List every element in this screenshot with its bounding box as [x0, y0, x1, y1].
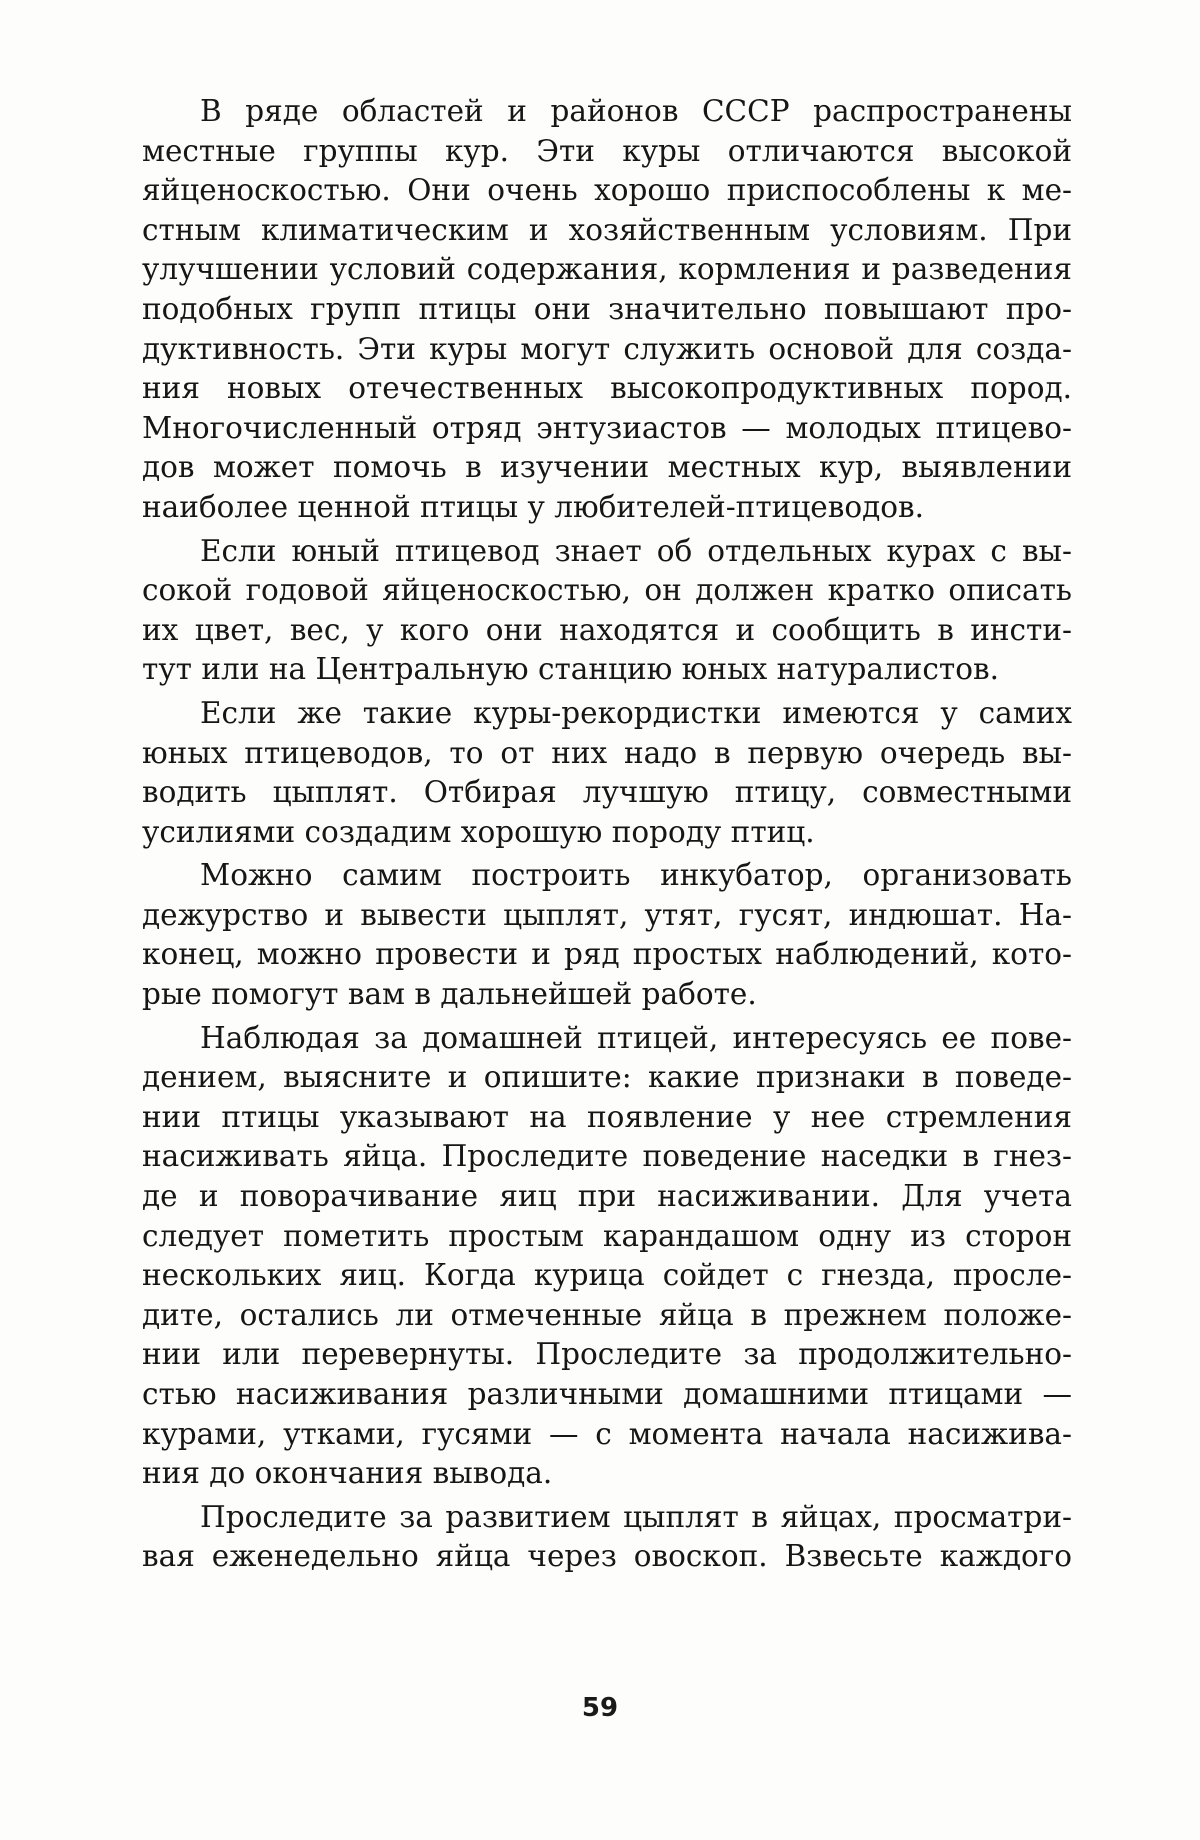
- text-line: ния новых отечественных высокопродуктивных пород.: [142, 371, 1072, 406]
- text-line: насиживать яйца. Проследите поведение наседки в гнез-: [142, 1139, 1072, 1174]
- text-line: дуктивность. Эти куры могут служить основой для созда-: [142, 331, 1072, 366]
- text-line: де и поворачивание яиц при насиживании. Для учета: [142, 1179, 1072, 1214]
- text-line: Если юный птицевод знает об отдельных курах с вы-: [200, 533, 1072, 568]
- text-line: вая еженедельно яйца через овоскоп. Взвесьте каждого: [142, 1539, 1072, 1574]
- text-line: нии или перевернуты. Проследите за продолжительно-: [142, 1337, 1072, 1372]
- text-line: следует пометить простым карандашом одну из сторон: [142, 1218, 1072, 1253]
- text-line: стным климатическим и хозяйственным условиям. При: [142, 212, 1072, 247]
- text-line: курами, утками, гусями — с момента начала насижива-: [142, 1416, 1072, 1451]
- text-line: сокой годовой яйценоскостью, он должен кратко описать: [142, 573, 1072, 608]
- text-line: нескольких яиц. Когда курица сойдет с гнезда, просле-: [142, 1258, 1072, 1293]
- paragraph-1: [142, 92, 1072, 528]
- body-text: [142, 92, 1072, 1577]
- paragraph-4: [142, 856, 1072, 1014]
- text-line: улучшении условий содержания, кормления и разведения: [142, 252, 1072, 287]
- page-number: 59: [581, 1693, 619, 1723]
- text-line: тут или на Центральную станцию юных натуралистов.: [142, 652, 999, 687]
- text-line: конец, можно провести и ряд простых наблюдений, кото-: [142, 937, 1072, 972]
- text-line: их цвет, вес, у кого они находятся и сообщить в инсти-: [142, 612, 1072, 647]
- text-line: Наблюдая за домашней птицей, интересуясь ее пове-: [200, 1020, 1072, 1055]
- text-line: юных птицеводов, то от них надо в первую очередь вы-: [142, 735, 1072, 770]
- text-line: водить цыплят. Отбирая лучшую птицу, совместными: [142, 775, 1072, 810]
- text-line: Если же такие куры-рекордистки имеются у самих: [200, 695, 1072, 730]
- text-line: местные группы кур. Эти куры отличаются высокой: [142, 133, 1072, 168]
- paragraph-3: [142, 694, 1072, 852]
- text-line: усилиями создадим хорошую породу птиц.: [142, 814, 815, 849]
- paragraph-5: [142, 1019, 1072, 1494]
- text-line: Проследите за развитием цыплят в яйцах, просматри-: [200, 1499, 1072, 1534]
- text-line: рые помогут вам в дальнейшей работе.: [142, 977, 757, 1012]
- text-line: В ряде областей и районов СССР распространены: [200, 94, 1072, 128]
- text-line: наиболее ценной птицы у любителей-птицеводов.: [142, 489, 925, 524]
- paragraph-2: [142, 532, 1072, 690]
- text-line: подобных групп птицы они значительно повышают про-: [142, 291, 1072, 326]
- text-line: дежурство и вывести цыплят, утят, гусят, индюшат. На-: [142, 897, 1072, 932]
- text-line: Можно самим построить инкубатор, организовать: [200, 858, 1072, 893]
- text-line: стью насиживания различными домашними птицами —: [142, 1377, 1072, 1411]
- paragraph-6: [142, 1498, 1072, 1577]
- text-line: дением, выясните и опишите: какие признаки в поведе-: [142, 1060, 1072, 1095]
- text-line: Многочисленный отряд энтузиастов — молодых птицево-: [142, 410, 1072, 445]
- text-line: ния до окончания вывода.: [142, 1456, 553, 1491]
- text-line: дов может помочь в изучении местных кур, выявлении: [142, 450, 1072, 485]
- text-line: яйценоскостью. Они очень хорошо приспособлены к ме-: [142, 173, 1072, 208]
- text-line: нии птицы указывают на появление у нее стремления: [142, 1099, 1072, 1134]
- text-line: дите, остались ли отмеченные яйца в прежнем положе-: [142, 1297, 1072, 1332]
